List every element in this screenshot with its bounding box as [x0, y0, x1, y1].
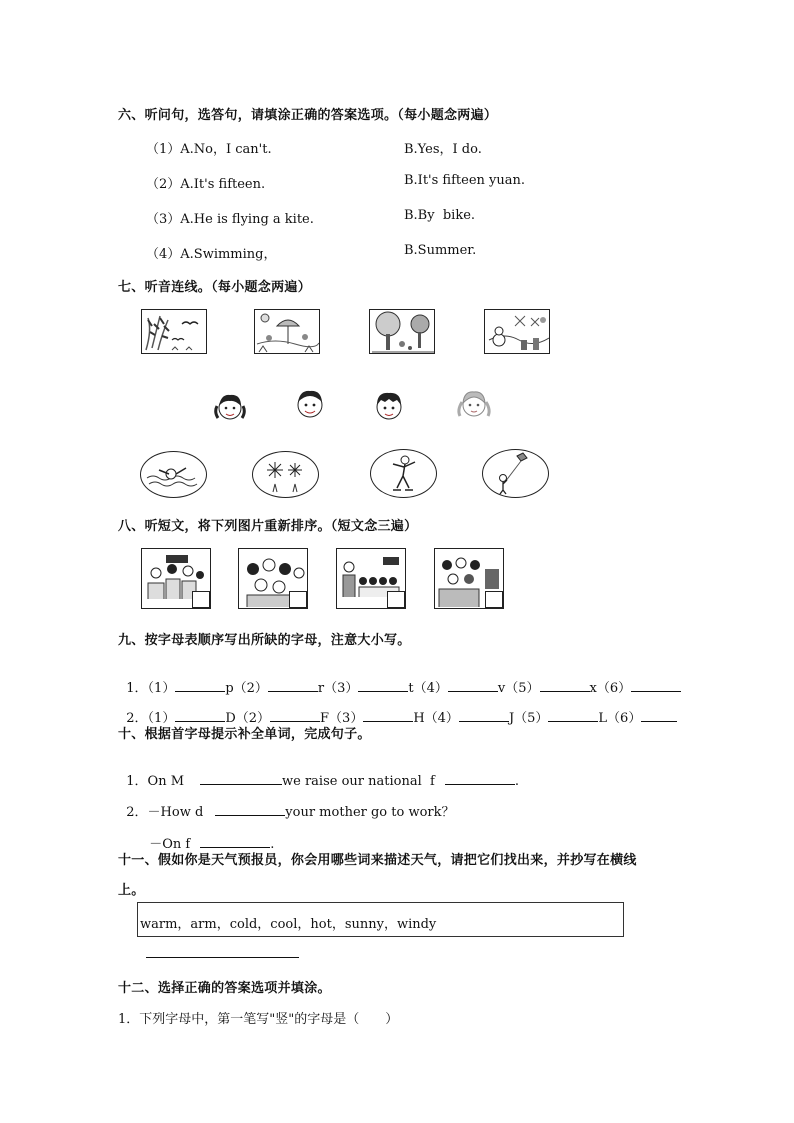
blank-line[interactable] — [631, 679, 681, 692]
row-1-label-5: v（5） — [497, 681, 540, 696]
row-2-label-4: H（4） — [413, 711, 459, 726]
row-2-label-2: D（2） — [225, 711, 271, 726]
blank-line[interactable] — [215, 803, 285, 816]
row-number: 1． — [126, 681, 148, 696]
q2-part-a: 2．－How d — [126, 805, 204, 820]
row-2-label-1: （1） — [147, 711, 176, 726]
answer-line[interactable] — [146, 957, 299, 958]
blank-line[interactable] — [175, 709, 225, 722]
blank-line[interactable] — [363, 709, 413, 722]
section-12-title: 十二、选择正确的答案选项并填涂。 — [118, 981, 331, 996]
sec6-item-3-a: （3）A.He is flying a kite. — [146, 212, 314, 227]
row-2-label-5: J（5） — [508, 711, 549, 726]
blank-line[interactable] — [459, 709, 509, 722]
sec6-item-4-a: （4）A.Swimming， — [146, 247, 277, 262]
blank-line[interactable] — [175, 679, 225, 692]
blank-line[interactable] — [448, 679, 498, 692]
autumn-scene-picture — [369, 309, 435, 354]
row-1-label-3: r（3） — [317, 681, 359, 696]
fireworks-oval — [252, 451, 319, 498]
q2r-part-b: . — [270, 837, 275, 852]
boy-face-2-icon — [373, 390, 405, 426]
girl-face-2-icon — [455, 388, 493, 424]
section-7-title: 七、听音连线。（每小题念两遍） — [118, 280, 312, 295]
row-number: 2． — [126, 711, 148, 726]
row-1-label-1: （1） — [147, 681, 176, 696]
sec10-question-2-reply — [141, 818, 274, 852]
blank-line[interactable] — [200, 772, 282, 785]
blank-line[interactable] — [540, 679, 590, 692]
kite-flying-oval — [482, 449, 549, 498]
blank-line[interactable] — [268, 679, 318, 692]
blank-line[interactable] — [200, 835, 270, 848]
row-2-label-6: L（6） — [598, 711, 642, 726]
order-box[interactable] — [387, 591, 405, 608]
spring-scene-picture — [141, 309, 207, 354]
row-2-label-3: F（3） — [320, 711, 364, 726]
sec6-item-3-b: B.By bike. — [404, 208, 476, 223]
sec10-question-1 — [118, 755, 519, 789]
sec6-item-2-b: B.It's fifteen yuan. — [404, 173, 525, 188]
crowd-3-picture — [336, 548, 406, 609]
row-1-label-6: x（6） — [589, 681, 632, 696]
q2-part-b: your mother go to work？ — [285, 805, 455, 820]
weather-words: warm，arm，cold，cool，hot，sunny，windy — [140, 917, 437, 932]
row-1-label-4: t（4） — [408, 681, 448, 696]
skating-oval — [370, 449, 437, 498]
sec10-question-2 — [118, 786, 455, 820]
section-11-title-cont: 上。 — [118, 883, 145, 898]
section-11-title: 十一、假如你是天气预报员，你会用哪些词来描述天气，请把它们找出来，并抄写在横线 — [118, 853, 637, 868]
section-8-title: 八、听短文，将下列图片重新排序。（短文念三遍） — [118, 519, 418, 534]
crowd-4-picture — [434, 548, 504, 609]
sec6-item-1-b: B.Yes，I do. — [404, 142, 482, 157]
section-10-title: 十、根据首字母提示补全单词，完成句子。 — [118, 727, 371, 742]
order-box[interactable] — [485, 591, 503, 608]
order-box[interactable] — [192, 591, 210, 608]
sec6-item-1-a: （1）A.No，I can't. — [146, 142, 272, 157]
boy-face-icon — [294, 388, 326, 424]
girl-face-icon — [213, 392, 247, 426]
blank-line[interactable] — [358, 679, 408, 692]
row-1-label-2: p（2） — [225, 681, 268, 696]
word-box — [137, 902, 624, 937]
blank-line[interactable] — [445, 772, 515, 785]
blank-line[interactable] — [270, 709, 320, 722]
blank-line[interactable] — [548, 709, 598, 722]
order-box[interactable] — [289, 591, 307, 608]
summer-scene-picture — [254, 309, 320, 354]
swimming-oval — [140, 451, 207, 498]
alphabet-row-1 — [118, 662, 681, 696]
q1-part-c: . — [514, 774, 519, 789]
section-9-title: 九、按字母表顺序写出所缺的字母，注意大小写。 — [118, 633, 411, 648]
alphabet-row-2 — [118, 692, 677, 726]
blank-line[interactable] — [641, 709, 677, 722]
sec12-question-1: 1．下列字母中，第一笔写"竖"的字母是（ ） — [118, 1012, 399, 1027]
winter-scene-picture — [484, 309, 550, 354]
q1-part-a: 1．On M — [126, 774, 185, 789]
sec6-item-4-b: B.Summer. — [404, 243, 477, 258]
q1-part-b: we raise our national f — [282, 774, 435, 789]
crowd-1-picture — [141, 548, 211, 609]
section-6-title: 六、听问句，选答句，请填涂正确的答案选项。（每小题念两遍） — [118, 108, 498, 123]
crowd-2-picture — [238, 548, 308, 609]
sec6-item-2-a: （2）A.It's fifteen. — [146, 177, 266, 192]
q2r-part-a: －On f — [149, 837, 191, 852]
